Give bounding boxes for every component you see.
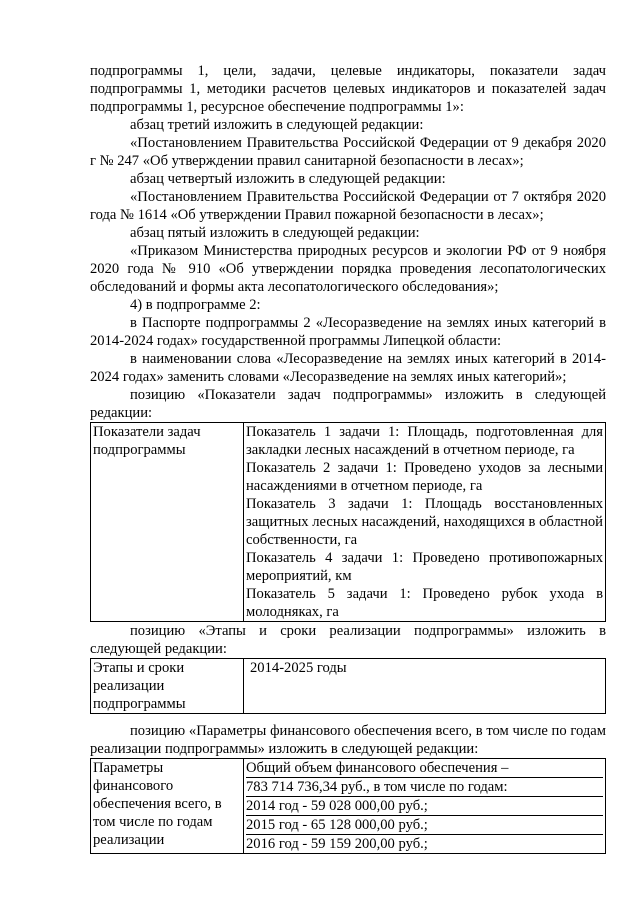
- paragraphs-block-1: [90, 62, 606, 386]
- paragraph: абзац пятый изложить в следующей редакции:: [130, 225, 420, 241]
- indicator-item: Показатель 4 задачи 1: Проведено противопожарных мероприятий, км: [246, 550, 603, 584]
- table2-intro: позицию «Этапы и сроки реализации подпрограммы» изложить в следующей редакции:: [90, 623, 606, 657]
- indicators-table: [90, 422, 606, 622]
- finance-line: 2016 год - 59 159 200,00 руб.;: [246, 836, 428, 852]
- paragraph: абзац четвертый изложить в следующей редакции:: [130, 171, 446, 187]
- finance-line: Общий объем финансового обеспечения –: [246, 759, 603, 778]
- finance-line: 2015 год - 65 128 000,00 руб.;: [246, 816, 603, 835]
- document-page: [90, 62, 606, 854]
- indicators-label-cell: Показатели задач подпрограммы: [91, 423, 244, 622]
- indicators-values-cell: [244, 423, 606, 622]
- indicator-item: Показатель 2 задачи 1: Проведено уходов за лесными насаждениями в отчетном периоде, га: [246, 460, 603, 494]
- finance-line: 2014 год - 59 028 000,00 руб.;: [246, 797, 603, 816]
- finance-table: [90, 758, 606, 854]
- paragraph: в наименовании слова «Лесоразведение на землях иных категорий в 2014-2024 годах» заменить словами «Лесоразведение на землях иных категорий»;: [90, 351, 606, 385]
- table3-intro: позицию «Параметры финансового обеспечения всего, в том числе по годам реализации подпрограммы» изложить в следующей редакции:: [90, 723, 606, 757]
- paragraph: «Приказом Министерства природных ресурсов и экологии РФ от 9 ноября 2020 года № 910 «Об утверждении порядка проведения лесопатологических обследований и формы акта лесопатологического обследования»;: [90, 243, 606, 295]
- paragraph: абзац третий изложить в следующей редакции:: [130, 117, 424, 133]
- stages-table: [90, 658, 606, 714]
- paragraph: «Постановлением Правительства Российской Федерации от 9 декабря 2020 г № 247 «Об утверждении правил санитарной безопасности в лесах»;: [90, 135, 606, 169]
- finance-line: 783 714 736,34 руб., в том числе по годам:: [246, 778, 603, 797]
- paragraph: подпрограммы 1, цели, задачи, целевые индикаторы, показатели задач подпрограммы 1, методики расчетов целевых индикаторов и показателей задач подпрограммы 1, ресурсное обеспечение подпрограммы 1»:: [90, 63, 606, 115]
- table1-intro: позицию «Показатели задач подпрограммы» изложить в следующей редакции:: [90, 387, 606, 421]
- paragraph: в Паспорте подпрограммы 2 «Лесоразведение на землях иных категорий в 2014-2024 годах» государственной программы Липецкой области:: [90, 315, 606, 349]
- indicator-item: Показатель 1 задачи 1: Площадь, подготовленная для закладки лесных насаждений в отчетном периоде, га: [246, 424, 603, 458]
- indicator-item: Показатель 3 задачи 1: Площадь восстановленных защитных лесных насаждений, находящихся в областной собственности, га: [246, 496, 603, 548]
- paragraph: 4) в подпрограмме 2:: [130, 297, 261, 313]
- indicator-item: Показатель 5 задачи 1: Проведено рубок ухода в молодняках, га: [246, 586, 603, 620]
- finance-label-cell: Параметры финансового обеспечения всего, в том числе по годам реализации: [91, 759, 244, 854]
- stages-label-cell: Этапы и сроки реализации подпрограммы: [91, 659, 244, 714]
- stages-value-cell: 2014-2025 годы: [244, 659, 606, 714]
- paragraph: «Постановлением Правительства Российской Федерации от 7 октября 2020 года № 1614 «Об утверждении Правил пожарной безопасности в лесах»;: [90, 189, 606, 223]
- finance-values-cell: [244, 759, 606, 854]
